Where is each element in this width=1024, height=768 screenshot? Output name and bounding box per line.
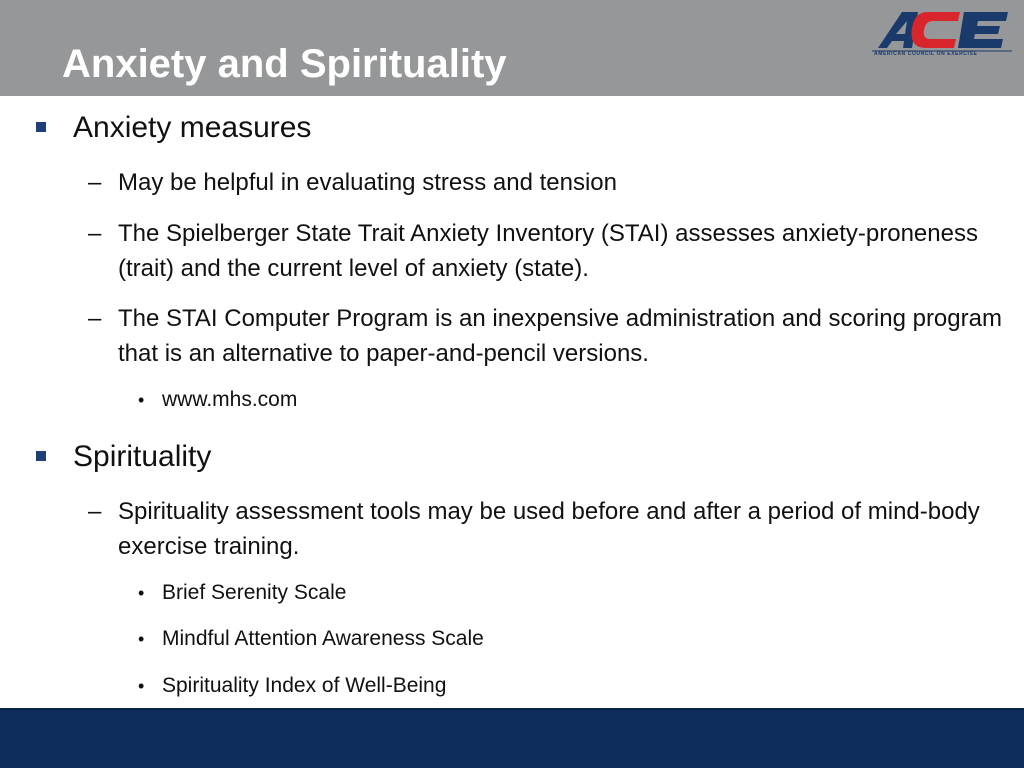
dot-bullet-icon: • (138, 390, 145, 410)
dash-bullet-icon: – (88, 498, 102, 525)
dash-bullet-icon: – (88, 169, 102, 196)
sub-bullet-text: May be helpful in evaluating stress and tension (118, 169, 617, 196)
dash-bullet-icon: – (88, 220, 102, 247)
sub-bullet (88, 165, 1012, 200)
square-bullet-icon (36, 451, 46, 461)
sub-sub-bullet-text: Mindful Attention Awareness Scale (162, 627, 484, 650)
logo-tagline: AMERICAN COUNCIL ON EXERCISE (874, 51, 978, 57)
sub-sub-bullet-text: Spirituality Index of Well-Being (162, 674, 447, 697)
slide-title: Anxiety and Spirituality (62, 42, 507, 86)
bullet-text: Spirituality (73, 440, 212, 473)
dot-bullet-icon: • (138, 676, 145, 696)
sub-bullet (88, 301, 1012, 371)
link-text: www.mhs.com (162, 388, 298, 411)
dash-bullet-icon: – (88, 305, 102, 332)
sub-bullet-text: The STAI Computer Program is an inexpensive administration and scoring program that is an alternative to paper-and-pencil versions. (118, 305, 1002, 367)
sub-sub-bullet-text: Brief Serenity Scale (162, 581, 347, 604)
sub-bullet (88, 216, 1012, 286)
sub-bullet-text: The Spielberger State Trait Anxiety Inventory (STAI) assesses anxiety-proneness (trait) and the current level of anxiety (state). (118, 220, 978, 282)
bullet-text: Anxiety measures (73, 111, 312, 144)
dot-bullet-icon: • (138, 629, 145, 649)
sub-bullet (88, 494, 1012, 564)
sub-bullet-text: Spirituality assessment tools may be used before and after a period of mind-body exercise training. (118, 498, 980, 560)
slide-footer (0, 708, 1024, 768)
square-bullet-icon (36, 122, 46, 132)
dot-bullet-icon: • (138, 583, 145, 603)
